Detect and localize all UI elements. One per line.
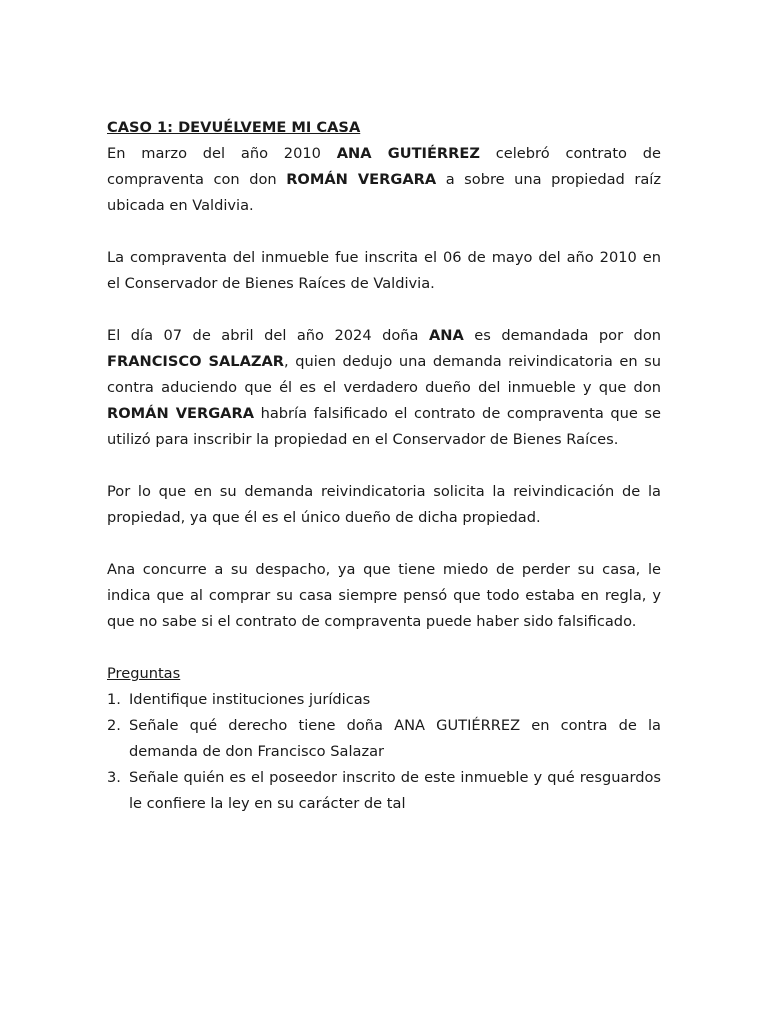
paragraph-consultation: Ana concurre a su despacho, ya que tiene miedo de perder su casa, le indica que al comprar su casa siempre pensó que todo estaba en regla, y que no sabe si el contrato de compraventa puede haber sido falsificado.: [107, 561, 661, 630]
name-roman: ROMÁN VERGARA: [107, 405, 255, 422]
case-title: CASO 1: DEVUÉLVEME MI CASA: [107, 119, 361, 136]
text: a sobre una propiedad raíz ubicada en Valdivia.: [107, 171, 661, 214]
questions-list: [107, 687, 661, 817]
paragraph-lawsuit: [107, 323, 661, 453]
name-ana: ANA: [428, 327, 464, 344]
paragraph-claim: Por lo que en su demanda reivindicatoria solicita la reivindicación de la propiedad, ya que él es el único dueño de dicha propiedad.: [107, 483, 661, 526]
document-page: [107, 115, 661, 817]
question-item: [107, 765, 661, 817]
text: , quien dedujo una demanda reivindicatoria en su contra aduciendo que él es el verdadero dueño del inmueble y que don: [107, 353, 661, 396]
question-item: [107, 687, 661, 713]
text: En marzo del año 2010: [107, 145, 337, 162]
text: es demandada por don: [463, 327, 661, 344]
question-item: [107, 713, 661, 765]
question-number: 3.: [107, 769, 121, 786]
text: El día 07 de abril del año 2024 doña: [107, 327, 429, 344]
paragraph-contract: [107, 141, 661, 219]
question-number: 1.: [107, 691, 121, 708]
name-francisco: FRANCISCO SALAZAR: [107, 353, 284, 370]
name-ana: ANA GUTIÉRREZ: [336, 145, 480, 162]
questions-heading: Preguntas: [107, 665, 181, 682]
question-number: 2.: [107, 717, 121, 734]
paragraph-inscription: La compraventa del inmueble fue inscrita el 06 de mayo del año 2010 en el Conservador de Bienes Raíces de Valdivia.: [107, 249, 661, 292]
question-text: Identifique instituciones jurídicas: [129, 691, 371, 708]
question-text: Señale qué derecho tiene doña ANA GUTIÉRREZ en contra de la demanda de don Francisco Salazar: [129, 717, 661, 760]
name-roman: ROMÁN VERGARA: [286, 171, 437, 188]
text: celebró contrato de compraventa con don: [107, 145, 661, 188]
question-text: Señale quién es el poseedor inscrito de este inmueble y qué resguardos le confiere la ley en su carácter de tal: [129, 769, 661, 812]
text: habría falsificado el contrato de compraventa que se utilizó para inscribir la propiedad en el Conservador de Bienes Raíces.: [107, 405, 662, 448]
